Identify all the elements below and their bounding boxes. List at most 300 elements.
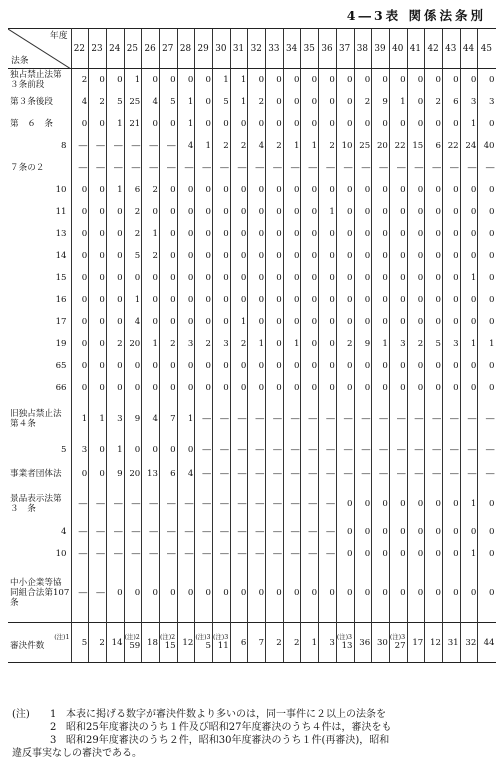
- table-cell: ―: [354, 461, 372, 487]
- table-cell: 0: [407, 543, 425, 565]
- table-cell: 0: [336, 355, 354, 377]
- table-cell: 0: [301, 179, 319, 201]
- table-cell: 0: [442, 223, 460, 245]
- table-cell: 0: [89, 69, 107, 91]
- table-cell: 0: [319, 311, 337, 333]
- table-cell: 1: [106, 179, 124, 201]
- table-cell: 0: [460, 223, 478, 245]
- table-cell: ―: [230, 157, 248, 179]
- table-cell: 0: [478, 565, 496, 623]
- footnotes: [12, 708, 391, 760]
- year-header-cell: 32: [248, 29, 266, 69]
- table-cell: 0: [142, 377, 160, 399]
- table-cell: 0: [106, 355, 124, 377]
- table-cell: 0: [89, 179, 107, 201]
- table-cell: ―: [124, 521, 142, 543]
- table-cell: 0: [336, 487, 354, 521]
- table-cell: ―: [124, 487, 142, 521]
- corner-year-label: 年度: [49, 31, 68, 41]
- table-cell: 0: [336, 223, 354, 245]
- table-cell: 0: [71, 267, 89, 289]
- table-cell: 10: [336, 135, 354, 157]
- table-cell: 2: [354, 91, 372, 113]
- table-cell: 0: [213, 223, 231, 245]
- row-label: 第 ６ 条: [8, 113, 71, 135]
- table-cell: ―: [319, 487, 337, 521]
- table-cell: ―: [230, 543, 248, 565]
- table-cell: ―: [372, 439, 390, 461]
- table-cell: 2: [230, 333, 248, 355]
- year-header-cell: 25: [124, 29, 142, 69]
- table-cell: ―: [283, 521, 301, 543]
- table-cell: 0: [142, 311, 160, 333]
- table-cell: 0: [336, 543, 354, 565]
- table-cell: ―: [389, 439, 407, 461]
- table-row: [8, 201, 496, 223]
- table-cell: 0: [354, 289, 372, 311]
- table-cell: 1: [195, 135, 213, 157]
- table-cell: 0: [213, 311, 231, 333]
- table-cell: 0: [425, 289, 443, 311]
- table-cell: 0: [372, 565, 390, 623]
- table-cell: 0: [266, 355, 284, 377]
- table-cell: 0: [354, 521, 372, 543]
- table-cell: ―: [336, 399, 354, 439]
- table-cell: 0: [301, 355, 319, 377]
- table-cell: 0: [266, 267, 284, 289]
- table-title: 4―3表 関係法条別: [346, 8, 486, 23]
- table-cell: ―: [372, 461, 390, 487]
- table-cell: 9: [354, 333, 372, 355]
- year-header-cell: 42: [425, 29, 443, 69]
- table-cell: 1: [230, 311, 248, 333]
- table-cell: 0: [177, 565, 195, 623]
- table-cell: 0: [283, 355, 301, 377]
- table-cell: 0: [389, 311, 407, 333]
- table-cell: 0: [354, 113, 372, 135]
- table-cell: 0: [177, 289, 195, 311]
- table-cell: ―: [336, 461, 354, 487]
- table-cell: ―: [177, 543, 195, 565]
- table-cell: 0: [389, 69, 407, 91]
- table-cell: 0: [266, 565, 284, 623]
- table-cell: ―: [283, 487, 301, 521]
- table-cell: 0: [213, 289, 231, 311]
- table-cell: 2: [195, 333, 213, 355]
- table-cell: 0: [283, 201, 301, 223]
- table-cell: 1: [319, 201, 337, 223]
- table-cell: 0: [213, 201, 231, 223]
- total-label: 審決件数: [10, 641, 45, 651]
- table-cell: 0: [425, 267, 443, 289]
- table-cell: 0: [195, 91, 213, 113]
- table-cell: 1: [177, 113, 195, 135]
- table-cell: ―: [213, 461, 231, 487]
- table-cell: 0: [195, 311, 213, 333]
- year-header-cell: 28: [177, 29, 195, 69]
- footnote-text: 昭和29年度審決のうち２件，昭和30年度審決のうち１件(再審決)，昭和: [66, 735, 390, 746]
- table-cell: 0: [372, 521, 390, 543]
- table-cell: 0: [89, 201, 107, 223]
- total-value: 11: [217, 641, 229, 651]
- table-cell: 0: [389, 179, 407, 201]
- table-cell: 0: [336, 245, 354, 267]
- year-header-cell: 44: [460, 29, 478, 69]
- cell-note-mark: (注)2: [159, 634, 176, 641]
- table-cell: ―: [389, 461, 407, 487]
- table-cell: 1: [177, 91, 195, 113]
- total-cell: [407, 623, 425, 663]
- total-cell: [266, 623, 284, 663]
- total-value: 5: [205, 641, 211, 651]
- table-cell: 0: [407, 267, 425, 289]
- table-cell: 1: [248, 333, 266, 355]
- table-cell: 0: [248, 179, 266, 201]
- table-cell: 0: [248, 311, 266, 333]
- table-cell: 5: [425, 333, 443, 355]
- table-cell: 0: [177, 355, 195, 377]
- table-cell: ―: [177, 487, 195, 521]
- footnote-3-continued: [12, 747, 391, 760]
- table-cell: 0: [283, 69, 301, 91]
- table-cell: 0: [478, 201, 496, 223]
- table-cell: 0: [266, 113, 284, 135]
- table-cell: 0: [442, 179, 460, 201]
- table-cell: 0: [71, 113, 89, 135]
- table-cell: 0: [159, 355, 177, 377]
- table-cell: 0: [106, 267, 124, 289]
- total-value: 15: [164, 641, 176, 651]
- table-cell: 0: [425, 201, 443, 223]
- table-cell: 0: [407, 113, 425, 135]
- table-cell: 0: [213, 377, 231, 399]
- total-cell: [460, 623, 478, 663]
- table-cell: ―: [283, 157, 301, 179]
- table-cell: 0: [319, 69, 337, 91]
- table-cell: ―: [230, 487, 248, 521]
- table-cell: 25: [354, 135, 372, 157]
- table-cell: 4: [177, 461, 195, 487]
- table-cell: 0: [71, 355, 89, 377]
- table-cell: ―: [230, 521, 248, 543]
- table-cell: 0: [460, 311, 478, 333]
- row-label: 4: [8, 521, 71, 543]
- table-cell: 0: [336, 179, 354, 201]
- table-cell: 0: [213, 179, 231, 201]
- table-cell: 6: [425, 135, 443, 157]
- total-cell: [389, 623, 407, 663]
- total-value: 2: [276, 637, 282, 648]
- total-cell: [124, 623, 142, 663]
- table-cell: 0: [442, 311, 460, 333]
- table-cell: ―: [425, 439, 443, 461]
- table-cell: 0: [407, 311, 425, 333]
- table-cell: 5: [124, 245, 142, 267]
- table-cell: ―: [301, 399, 319, 439]
- table-cell: 0: [230, 289, 248, 311]
- table-cell: 15: [407, 135, 425, 157]
- total-value: 36: [359, 637, 371, 648]
- table-cell: 0: [425, 355, 443, 377]
- cell-note-mark: (注)3: [336, 634, 353, 641]
- table-cell: 0: [266, 377, 284, 399]
- table-cell: 0: [389, 355, 407, 377]
- table-cell: 0: [266, 223, 284, 245]
- table-cell: 4: [71, 91, 89, 113]
- table-cell: 0: [177, 267, 195, 289]
- table-cell: 0: [71, 461, 89, 487]
- table-cell: ―: [248, 487, 266, 521]
- footnote-text: 昭和25年度審決のうち１件及び昭和27年度審決のうち４件は，審決をも: [66, 722, 392, 733]
- table-cell: ―: [478, 157, 496, 179]
- table-cell: ―: [89, 487, 107, 521]
- table-cell: 0: [460, 201, 478, 223]
- table-cell: 2: [336, 333, 354, 355]
- table-cell: 0: [159, 377, 177, 399]
- table-cell: 0: [425, 543, 443, 565]
- table-cell: ―: [106, 135, 124, 157]
- header-row: [8, 29, 496, 69]
- total-cell: [159, 623, 177, 663]
- table-cell: ―: [142, 157, 160, 179]
- table-cell: 0: [230, 113, 248, 135]
- table-row: [8, 399, 496, 439]
- table-cell: 0: [389, 521, 407, 543]
- table-cell: 1: [389, 91, 407, 113]
- table-cell: ―: [283, 543, 301, 565]
- total-value: 5: [81, 637, 88, 648]
- table-cell: 2: [248, 91, 266, 113]
- table-cell: 0: [159, 113, 177, 135]
- table-cell: 0: [389, 201, 407, 223]
- table-cell: 0: [389, 245, 407, 267]
- total-cell: [478, 623, 496, 663]
- table-cell: 0: [159, 179, 177, 201]
- table-cell: 0: [124, 377, 142, 399]
- table-cell: ―: [407, 461, 425, 487]
- total-row: [8, 623, 496, 663]
- table-cell: ―: [283, 439, 301, 461]
- table-cell: 0: [372, 355, 390, 377]
- table-cell: 0: [319, 355, 337, 377]
- table-cell: 0: [159, 245, 177, 267]
- table-cell: 0: [425, 223, 443, 245]
- table-cell: 0: [478, 487, 496, 521]
- table-cell: 0: [389, 565, 407, 623]
- table-cell: 1: [283, 135, 301, 157]
- table-cell: 0: [442, 487, 460, 521]
- table-cell: 0: [336, 311, 354, 333]
- footnote-2: 2 昭和25年度審決のうち１件及び昭和27年度審決のうち４件は，審決をも: [50, 722, 392, 733]
- table-cell: 0: [283, 565, 301, 623]
- table-cell: 0: [266, 333, 284, 355]
- table-row: [8, 487, 496, 521]
- table-cell: ―: [336, 439, 354, 461]
- table-cell: ―: [478, 461, 496, 487]
- table-cell: ―: [106, 521, 124, 543]
- table-cell: 0: [142, 113, 160, 135]
- table-cell: 1: [142, 223, 160, 245]
- table-cell: 0: [142, 267, 160, 289]
- table-cell: ―: [442, 157, 460, 179]
- table-cell: 0: [230, 267, 248, 289]
- table-cell: 0: [372, 245, 390, 267]
- table-cell: ―: [301, 487, 319, 521]
- table-cell: 0: [106, 377, 124, 399]
- table-cell: 0: [177, 245, 195, 267]
- table-cell: 0: [407, 565, 425, 623]
- law-article-table: [8, 28, 496, 663]
- table-cell: 0: [301, 377, 319, 399]
- row-label: 15: [8, 267, 71, 289]
- table-row: [8, 223, 496, 245]
- table-cell: 0: [266, 311, 284, 333]
- table-cell: ―: [89, 135, 107, 157]
- year-header-cell: 35: [301, 29, 319, 69]
- table-cell: 2: [124, 201, 142, 223]
- table-cell: 0: [248, 69, 266, 91]
- table-cell: ―: [425, 461, 443, 487]
- table-cell: 3: [389, 333, 407, 355]
- table-cell: 0: [319, 377, 337, 399]
- table-cell: 0: [372, 113, 390, 135]
- table-cell: ―: [354, 439, 372, 461]
- table-cell: 0: [460, 565, 478, 623]
- year-header-cell: 22: [71, 29, 89, 69]
- table-cell: 0: [195, 179, 213, 201]
- table-cell: 0: [301, 565, 319, 623]
- table-cell: 0: [354, 223, 372, 245]
- table-cell: 0: [177, 311, 195, 333]
- table-row: [8, 521, 496, 543]
- table-cell: 0: [213, 565, 231, 623]
- table-cell: 1: [460, 333, 478, 355]
- table-cell: 1: [124, 69, 142, 91]
- table-cell: 2: [319, 135, 337, 157]
- table-cell: 4: [124, 311, 142, 333]
- table-cell: 0: [106, 289, 124, 311]
- table-cell: 0: [283, 245, 301, 267]
- table-cell: 6: [159, 461, 177, 487]
- table-cell: 0: [354, 565, 372, 623]
- year-header-cell: 24: [106, 29, 124, 69]
- table-cell: 0: [213, 267, 231, 289]
- table-cell: 0: [319, 179, 337, 201]
- year-header-cell: 43: [442, 29, 460, 69]
- cell-note-mark: (注)3: [389, 634, 406, 641]
- table-cell: ―: [195, 521, 213, 543]
- row-label: 14: [8, 245, 71, 267]
- table-cell: ―: [442, 439, 460, 461]
- table-cell: 3: [213, 333, 231, 355]
- table-cell: 0: [354, 487, 372, 521]
- table-cell: ―: [266, 439, 284, 461]
- table-cell: 9: [124, 399, 142, 439]
- year-header-cell: 38: [354, 29, 372, 69]
- table-cell: ―: [213, 521, 231, 543]
- table-cell: 0: [159, 69, 177, 91]
- table-cell: ―: [319, 157, 337, 179]
- table-cell: 1: [230, 91, 248, 113]
- table-cell: 0: [319, 565, 337, 623]
- table-cell: 1: [106, 113, 124, 135]
- table-cell: 13: [142, 461, 160, 487]
- table-cell: 40: [478, 135, 496, 157]
- table-cell: ―: [301, 521, 319, 543]
- table-cell: 0: [142, 69, 160, 91]
- table-cell: 0: [106, 223, 124, 245]
- table-cell: 25: [124, 91, 142, 113]
- row-label: 事業者団体法: [8, 461, 71, 487]
- table-cell: ―: [266, 461, 284, 487]
- total-value: 14: [111, 637, 123, 648]
- table-cell: ―: [71, 543, 89, 565]
- table-cell: 0: [71, 289, 89, 311]
- year-header-cell: 36: [319, 29, 337, 69]
- table-cell: 3: [442, 333, 460, 355]
- table-cell: 0: [319, 289, 337, 311]
- table-cell: 21: [124, 113, 142, 135]
- table-cell: 0: [460, 377, 478, 399]
- table-cell: 0: [460, 289, 478, 311]
- table-cell: ―: [159, 543, 177, 565]
- table-cell: ―: [266, 399, 284, 439]
- total-value: 13: [341, 641, 353, 651]
- table-cell: 0: [248, 377, 266, 399]
- table-cell: 0: [354, 201, 372, 223]
- table-cell: 2: [213, 135, 231, 157]
- table-row: [8, 267, 496, 289]
- table-cell: 0: [425, 377, 443, 399]
- table-cell: 0: [266, 245, 284, 267]
- table-cell: ―: [407, 399, 425, 439]
- total-cell: [319, 623, 337, 663]
- table-cell: ―: [248, 543, 266, 565]
- table-cell: ―: [195, 543, 213, 565]
- table-cell: 0: [301, 91, 319, 113]
- table-cell: 0: [389, 113, 407, 135]
- table-cell: ―: [213, 487, 231, 521]
- table-cell: ―: [407, 439, 425, 461]
- table-cell: 0: [195, 289, 213, 311]
- table-cell: 0: [460, 521, 478, 543]
- table-cell: 0: [283, 267, 301, 289]
- table-cell: 1: [372, 333, 390, 355]
- total-cell: [213, 623, 231, 663]
- total-cell: [372, 623, 390, 663]
- table-cell: 0: [442, 201, 460, 223]
- total-cell: [106, 623, 124, 663]
- table-cell: 0: [425, 487, 443, 521]
- table-cell: 0: [389, 223, 407, 245]
- table-cell: 3: [460, 91, 478, 113]
- table-cell: 0: [372, 543, 390, 565]
- table-cell: 0: [336, 289, 354, 311]
- table-cell: 0: [283, 289, 301, 311]
- table-cell: 6: [442, 91, 460, 113]
- table-cell: 0: [372, 487, 390, 521]
- table-cell: 0: [89, 377, 107, 399]
- table-cell: 0: [248, 267, 266, 289]
- table-cell: 0: [89, 113, 107, 135]
- table-cell: 1: [124, 289, 142, 311]
- table-cell: 3: [106, 399, 124, 439]
- table-row: [8, 311, 496, 333]
- total-cell: [442, 623, 460, 663]
- table-cell: 0: [159, 289, 177, 311]
- table-cell: 0: [478, 223, 496, 245]
- table-cell: 0: [442, 543, 460, 565]
